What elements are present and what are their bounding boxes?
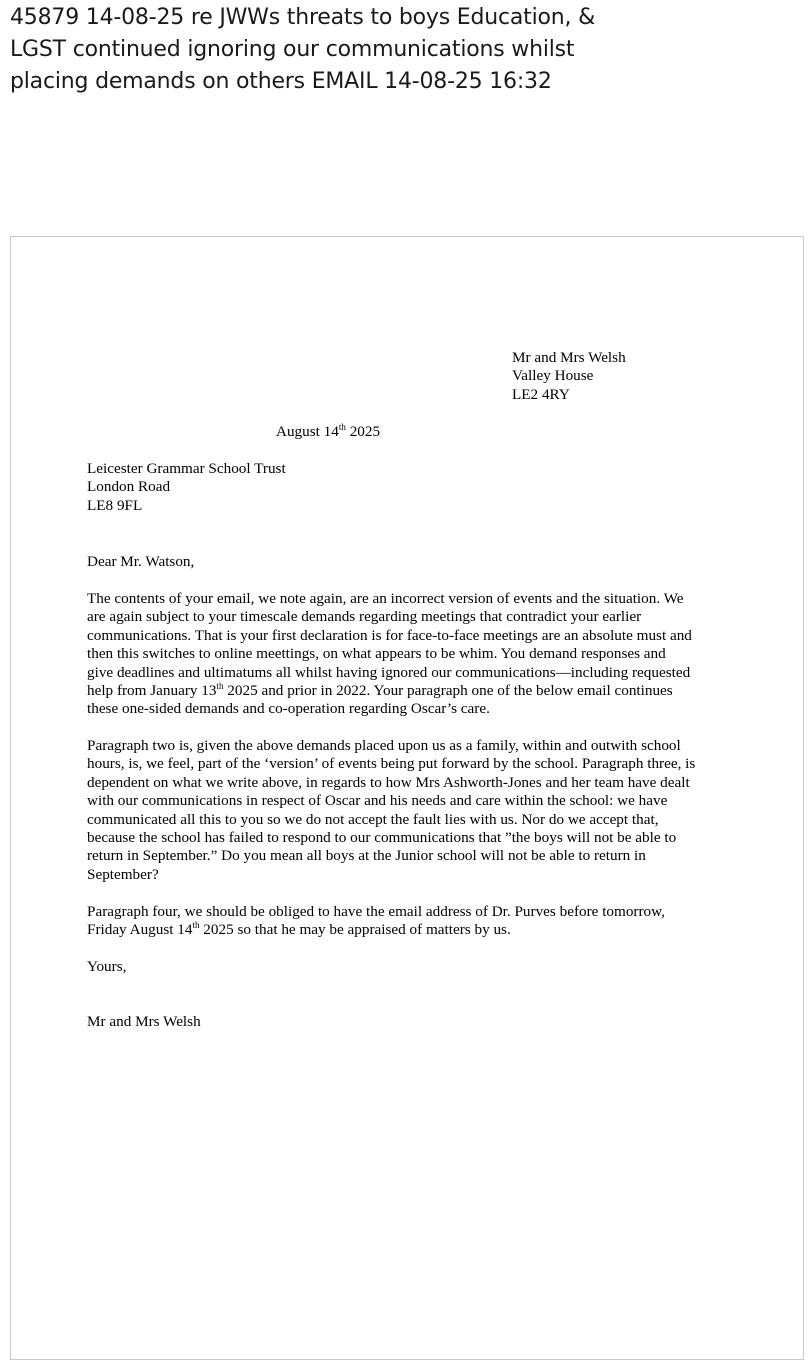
closing bbox=[87, 958, 126, 976]
paragraph-line: with our communications in respect of Oscar and his needs and care within the school: we have bbox=[87, 792, 668, 810]
paragraph-line: hours, is, we feel, part of the ‘version’ of events being put forward by the school. Paragraph three, is bbox=[87, 755, 696, 773]
line-text: Friday August 14 bbox=[87, 921, 193, 939]
paragraph-1 bbox=[87, 590, 692, 719]
recipient-street: London Road bbox=[87, 478, 171, 496]
line-text: 2025 and prior in 2022. Your paragraph one of the below email continues bbox=[223, 682, 673, 700]
paragraph-line: September? bbox=[87, 865, 159, 883]
sender-postcode: LE2 4RY bbox=[512, 385, 570, 403]
paragraph-line: are again subject to your timescale demands regarding meetings that contradict your earlier bbox=[87, 608, 642, 626]
ordinal-suffix: th bbox=[192, 920, 200, 931]
paragraph-2 bbox=[87, 737, 695, 884]
paragraph-line: communications. That is your first declaration is for face-to-face meetings are an absolute must and bbox=[87, 626, 692, 644]
paragraph-line: because the school has failed to respond to our communications that ”the boys will not be able to bbox=[87, 829, 677, 847]
recipient-name: Leicester Grammar School Trust bbox=[87, 460, 286, 477]
letter-date bbox=[276, 423, 380, 441]
paragraph-line: return in September.” Do you mean all boys at the Junior school will not be able to return in bbox=[87, 847, 646, 865]
sender-address-block bbox=[512, 349, 626, 404]
date-ordinal-suffix: th bbox=[338, 422, 346, 432]
document-title bbox=[10, 2, 610, 98]
recipient-postcode: LE8 9FL bbox=[87, 496, 143, 514]
date-month-day: August 14 bbox=[276, 423, 339, 440]
closing-text: Yours, bbox=[87, 958, 127, 975]
paragraph-line: give deadlines and ultimatums all whilst having ignored our communications—including requested bbox=[87, 663, 691, 681]
paragraph-line bbox=[87, 921, 665, 939]
paragraph-line: Paragraph two is, given the above demands placed upon us as a family, within and outwith school bbox=[87, 737, 681, 754]
title-line: LGST continued ignoring our communications whilst bbox=[10, 37, 575, 62]
paragraph-line: then this switches to online meettings, on what appears to be whim. You demand responses and bbox=[87, 645, 666, 663]
title-line: placing demands on others EMAIL 14-08-25 16:32 bbox=[10, 69, 552, 94]
paragraph-line: dependent on what we write above, in regards to how Mrs Ashworth-Jones and her team have dealt bbox=[87, 773, 690, 791]
salutation-text: Dear Mr. Watson, bbox=[87, 553, 195, 570]
paragraph-3 bbox=[87, 903, 665, 940]
line-text: 2025 so that he may be appraised of matters by us. bbox=[199, 921, 511, 939]
title-line: 45879 14-08-25 re JWWs threats to boys Education, & bbox=[10, 5, 596, 30]
signature bbox=[87, 1013, 201, 1031]
signature-text: Mr and Mrs Welsh bbox=[87, 1013, 201, 1030]
paragraph-line bbox=[87, 682, 692, 700]
letter-page bbox=[10, 236, 804, 1360]
recipient-address-block bbox=[87, 460, 286, 515]
line-text: help from January 13 bbox=[87, 682, 217, 700]
paragraph-line: The contents of your email, we note again, are an incorrect version of events and the situation. We bbox=[87, 590, 684, 607]
ordinal-suffix: th bbox=[216, 681, 224, 692]
salutation bbox=[87, 553, 194, 571]
sender-address-line: Valley House bbox=[512, 367, 594, 385]
paragraph-line: communicated all this to you so we do not accept the fault lies with us. Nor do we accept that, bbox=[87, 810, 659, 828]
sender-name: Mr and Mrs Welsh bbox=[512, 349, 626, 366]
paragraph-line: Paragraph four, we should be obliged to have the email address of Dr. Purves before tomorrow, bbox=[87, 903, 665, 920]
date-year: 2025 bbox=[345, 423, 381, 440]
paragraph-line: these one-sided demands and co-operation regarding Oscar’s care. bbox=[87, 700, 490, 718]
